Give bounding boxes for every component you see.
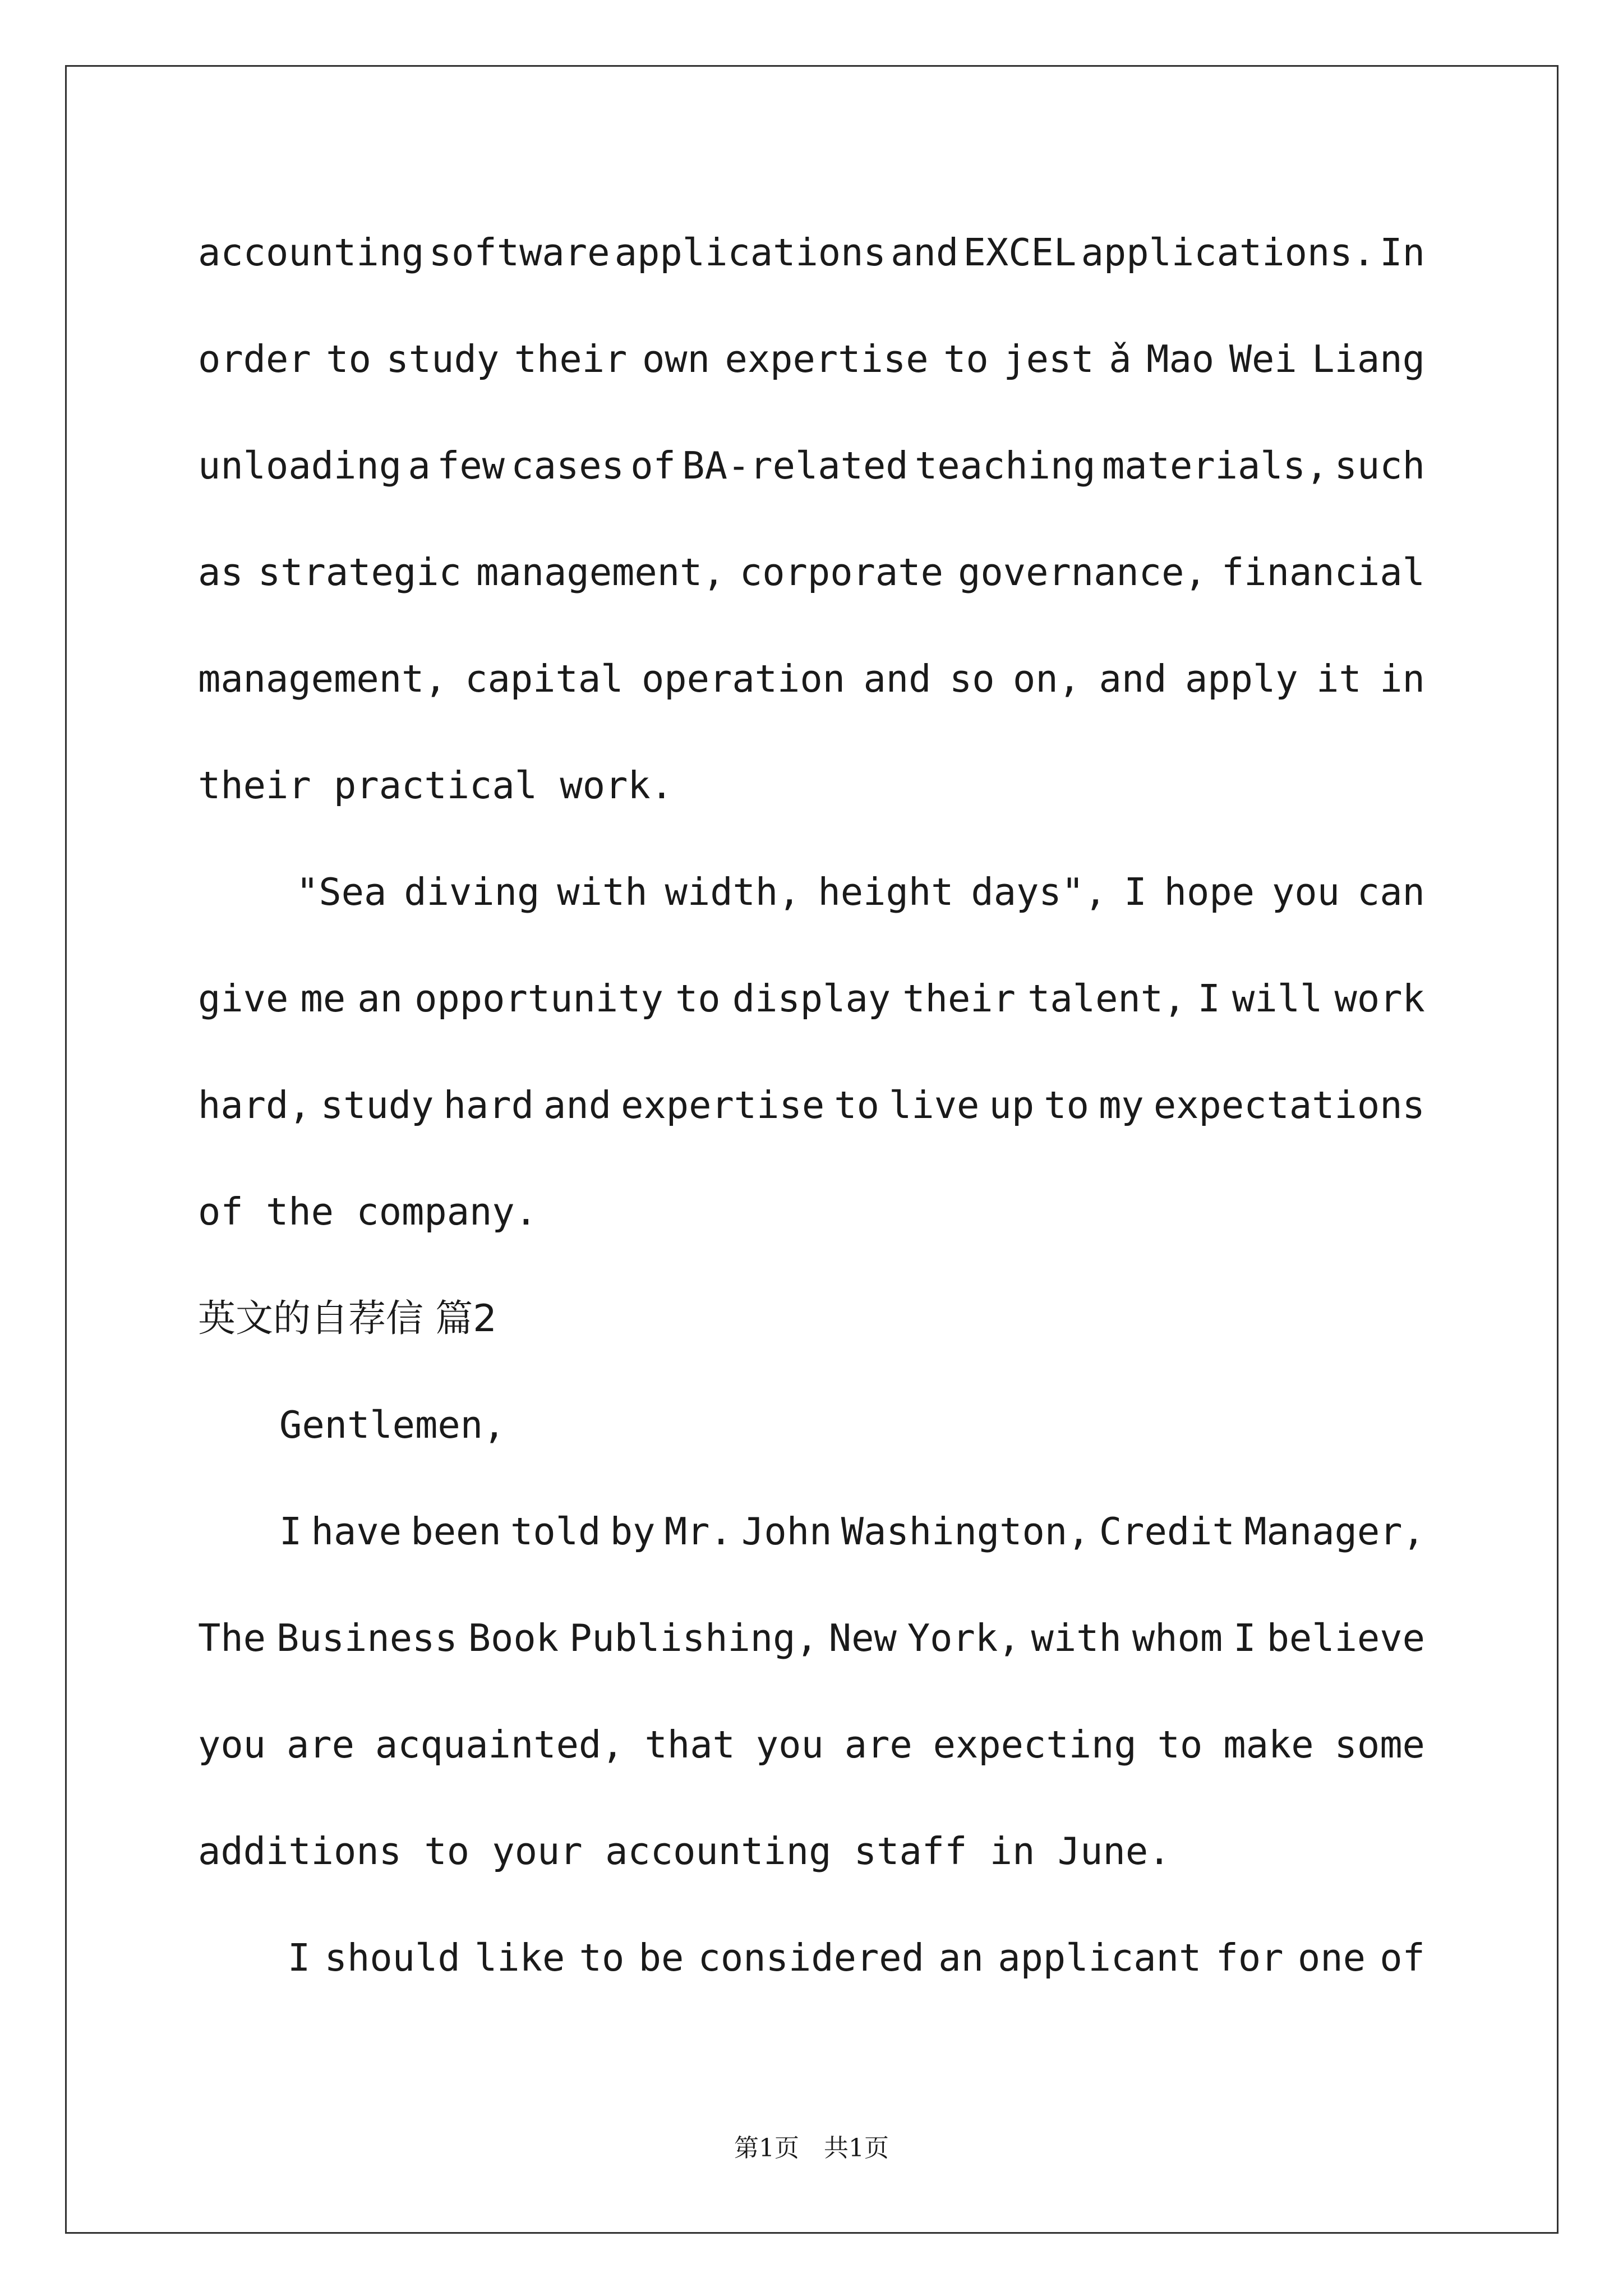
text-line: The Business Book Publishing, New York, with whom I believe — [198, 1616, 1425, 1660]
document-body — [198, 219, 1425, 2031]
text-line: management, capital operation and so on, and apply it in — [198, 657, 1425, 701]
text-line: of the company. — [198, 1190, 538, 1234]
text-line: accounting software applications and EXCEL applications. In — [198, 231, 1425, 274]
text-line: as strategic management, corporate governance, financial — [198, 550, 1425, 594]
text-line: unloading a few cases of BA-related teaching materials, such — [198, 444, 1425, 487]
text-line: "Sea diving with width, height days", I hope you can — [296, 870, 1425, 914]
section-heading: 英文的自荐信 篇2 — [198, 1296, 497, 1340]
text-line: their practical work. — [198, 763, 674, 807]
text-line: I have been told by Mr. John Washington, Credit Manager, — [279, 1510, 1425, 1553]
text-line: I should like to be considered an applicant for one of — [288, 1936, 1425, 1980]
salutation: Gentlemen, — [279, 1403, 506, 1447]
text-line: order to study their own expertise to jest ǎ Mao Wei Liang — [198, 337, 1425, 381]
text-line: you are acquainted, that you are expecting to make some — [198, 1723, 1425, 1766]
text-line: hard, study hard and expertise to live up to my expectations — [198, 1083, 1425, 1127]
page-footer: 第1页 共1页 — [734, 2134, 889, 2162]
text-line: give me an opportunity to display their talent, I will work — [198, 977, 1425, 1020]
text-line: additions to your accounting staff in June. — [198, 1829, 1171, 1873]
